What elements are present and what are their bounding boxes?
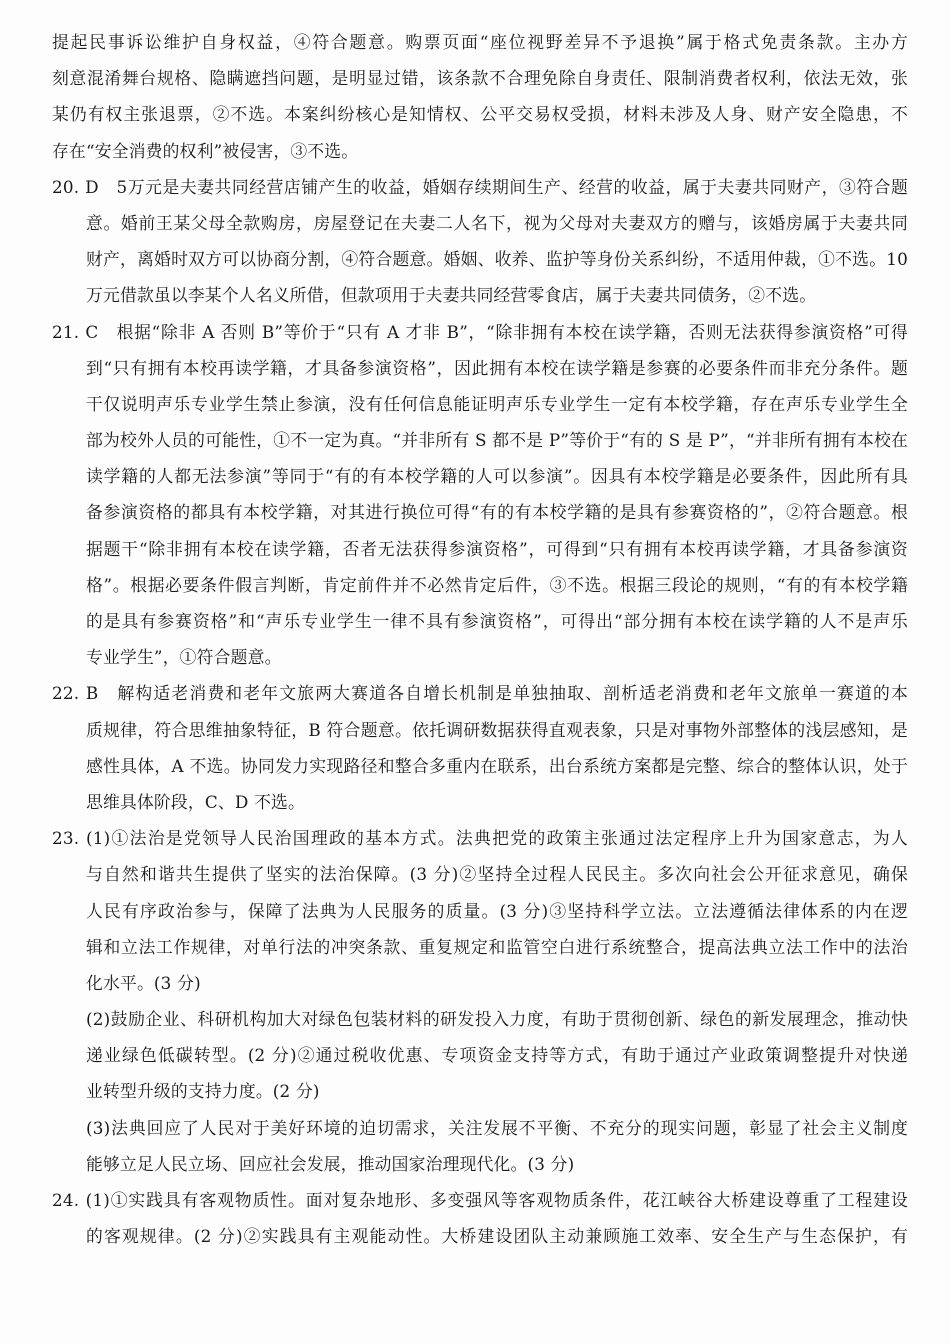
text-line: 刻意混淆舞台规格、隐瞒遮挡问题，是明显过错，该条款不合理免除自身责任、限制消费者权利，依法无效，张	[52, 68, 908, 89]
text-line: 到“只有拥有本校再读学籍，才具备参演资格”，因此拥有本校在读学籍是参赛的必要条件而非充分条件。题	[86, 357, 908, 378]
text-line: 辑和立法工作规律，对单行法的冲突条款、重复规定和监管空白进行系统整合，提高法典立法工作中的法治	[86, 936, 908, 957]
text-line: 业转型升级的支持力度。(2 分)	[86, 1081, 320, 1102]
text-line: 意。婚前王某父母全款购房，房屋登记在夫妻二人名下，视为父母对夫妻双方的赠与，该婚房属于夫妻共同	[86, 212, 908, 233]
text-line: 与自然和谐共生提供了坚实的法治保障。(3 分)②坚持全过程人民民主。多次向社会公开征求意见，确保	[86, 864, 908, 885]
answer-text-block	[52, 24, 908, 1254]
text-line: 递业绿色低碳转型。(2 分)②通过税收优惠、专项资金支持等方式，有助于通过产业政策调整提升对快递	[86, 1045, 908, 1066]
question-21-answer: 21. C 根据“除非 A 否则 B”等价于“只有 A 才非 B”，“除非拥有本校在读学籍，否则无法获得参演资格”可得	[52, 321, 908, 342]
text-line: 能够立足人民立场、回应社会发展，推动国家治理现代化。(3 分)	[86, 1153, 575, 1174]
text-line: 提起民事诉讼维护自身权益，④符合题意。购票页面“座位视野差异不予退换”属于格式免责条款。主办方	[52, 32, 908, 52]
question-22-answer: 22. B 解构适老消费和老年文旅两大赛道各自增长机制是单独抽取、剖析适老消费和老年文旅单一赛道的本	[52, 683, 908, 704]
text-line: 思维具体阶段，C、D 不选。	[86, 791, 306, 812]
text-line: 感性具体，A 不选。协同发力实现路径和整合多重内在联系，出台系统方案都是完整、综合的整体认识，处于	[86, 755, 908, 776]
text-line: 据题干“除非拥有本校在读学籍，否者无法获得参演资格”，可得到“只有拥有本校再读学籍，才具备参演资	[86, 538, 908, 559]
text-line: 的客观规律。(2 分)②实践具有主观能动性。大桥建设团队主动兼顾施工效率、安全生产与生态保护，有	[86, 1226, 908, 1247]
question-23-answer: 23. (1)①法治是党领导人民治国理政的基本方式。法典把党的政策主张通过法定程序上升为国家意志，为人	[52, 828, 908, 849]
text-line: 存在“安全消费的权利”被侵害，③不选。	[52, 140, 359, 161]
text-line: 专业学生”，①符合题意。	[86, 647, 282, 668]
question-20-answer: 20. D 5万元是夫妻共同经营店铺产生的收益，婚姻存续期间生产、经营的收益，属于夫妻共同财产，③符合题	[52, 176, 908, 197]
text-line: 读学籍的人都无法参演”等同于“有的有本校学籍的人可以参演”。因具有本校学籍是必要条件，因此所有具	[86, 466, 908, 487]
question-24-answer: 24. (1)①实践具有客观物质性。面对复杂地形、多变强风等客观物质条件，花江峡谷大桥建设尊重了工程建设	[52, 1190, 908, 1210]
text-line: 化水平。(3 分)	[86, 972, 201, 993]
text-line: 格”。根据必要条件假言判断，肯定前件并不必然肯定后件，③不选。根据三段论的规则，“有的有本校学籍	[86, 574, 908, 595]
text-line: 部为校外人员的可能性，①不一定为真。“并非所有 S 都不是 P”等价于“有的 S 是 P”，“并非所有拥有本校在	[86, 430, 908, 451]
text-line: 财产，离婚时双方可以协商分割，④符合题意。婚姻、收养、监护等身份关系纠纷，不适用仲裁，①不选。10	[86, 249, 908, 270]
text-line: 干仅说明声乐专业学生禁止参演，没有任何信息能证明声乐专业学生一定有本校学籍，存在声乐专业学生全	[86, 393, 908, 414]
text-line: 万元借款虽以李某个人名义所借，但款项用于夫妻共同经营零食店，属于夫妻共同债务，②不选。	[86, 285, 817, 306]
text-line: 某仍有权主张退票，②不选。本案纠纷核心是知情权、公平交易权受损，材料未涉及人身、财产安全隐患，不	[52, 104, 908, 125]
text-line: 质规律，符合思维抽象特征，B 符合题意。依托调研数据获得直观表象，只是对事物外部整体的浅层感知，是	[86, 719, 908, 740]
sub-question-23-2: (2)鼓励企业、科研机构加大对绿色包装材料的研发投入力度，有助于贯彻创新、绿色的新发展理念，推动快	[86, 1009, 908, 1030]
sub-question-23-3: (3)法典回应了人民对于美好环境的迫切需求，关注发展不平衡、不充分的现实问题，彰显了社会主义制度	[86, 1117, 908, 1138]
text-line: 备参演资格的都具有本校学籍，对其进行换位可得“有的有本校学籍的是具有参赛资格的”，②符合题意。根	[86, 502, 908, 523]
text-line: 人民有序政治参与，保障了法典为人民服务的质量。(3 分)③坚持科学立法。立法遵循法律体系的内在逻	[86, 900, 908, 921]
text-line: 的是具有参赛资格”和“声乐专业学生一律不具有参演资格”，可得出“部分拥有本校在读学籍的人不是声乐	[86, 611, 908, 631]
